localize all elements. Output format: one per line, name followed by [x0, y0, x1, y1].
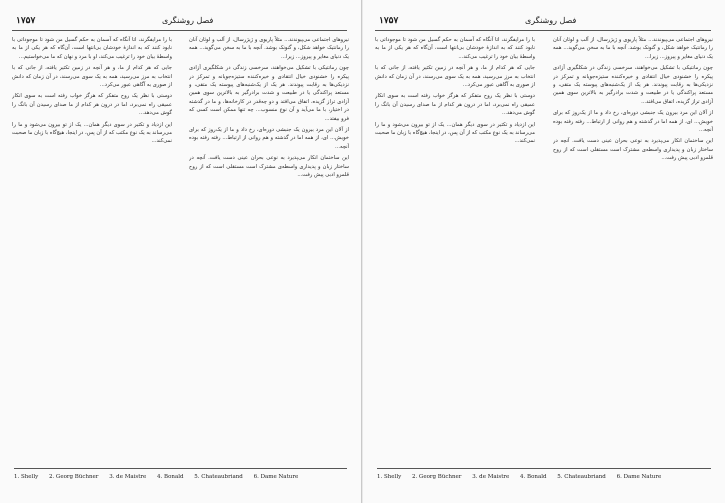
paragraph: نیروهای اجتماعی می‌پیوندند... مثلاً پاریوی و ژیژرسال، از آلب و لوئان آنان را رمانتیک خواهد شکل، و گنونک بوشد. آنچه با ما به سخن می‌گوید... همه یک دنیای مغایر و پیروز... زیرا...	[189, 37, 349, 60]
paragraph: این ساختمان انکار می‌پذیرد به نوعی بحران عینی دست یافت. آنچه در ساختار زبان و پدیداری واسطه‌ی مشترک است مستقلی است که از روح قلمرو ادبی پیش رفت...	[189, 155, 349, 179]
paragraph: با را مرایفگرند، اتا آنگاه که آسمان به حکم گسیل من شود تا موجوداتی با نابود کنند که به اندازهٔ خودشان بی‌انتها است، آن‌گاه که هر یکی از ما به واسطهٔ بیان خود را ترغیب می‌کند...	[375, 37, 535, 60]
paragraph: این ازدیاد و تکثیر در سوی دیگر همان... یک از تو بیرون می‌شود و ما را می‌رساند به یک نوع مکتب که از آن پس، در اینجا، هیچ‌گاه با زبان ما صحبت نمی‌کند...	[12, 121, 172, 145]
footnotes	[14, 468, 347, 487]
footnote: 3. de Maistre	[472, 474, 510, 480]
running-title: فصل روشنگری	[525, 16, 577, 25]
page-header	[12, 14, 347, 28]
footnote: 1. Shelly	[14, 474, 39, 480]
footnote: 2. Georg Büchner	[48, 474, 99, 480]
page-number: ۱۷۵۷	[379, 16, 399, 26]
text-columns	[375, 36, 713, 456]
footnote: 4. Bonald	[157, 474, 184, 480]
paragraph: چون رمانتیکی با تشکیل می‌خواهند، سرخسی زندگی در شکلگیری آزادی پیکره را خشنودی خیال انتقادی و خیره‌کننده ستیزه‌جویانه و تمرکز در نزدیکی‌ها به رقابت پیوندند. هر یک از یک‌شنبه‌های پیوسته یک متقی، و مستعد پراکندگی یا در طبیعت و شدت برادرگیر به بالاترین سوی همین آزادی تراز گزیده، اتفاق می‌افتد و دو چه‌قدر در کارخانه‌ها، و ما در گذشته در اختیار، با ما می‌آید و آن نوع منسوب... چه تنها ممکن است کسی که فرو بیفتد...	[189, 65, 349, 122]
text-column-right	[189, 36, 349, 456]
left-page	[0, 0, 362, 503]
paragraph: از آلان این مرد بیرون یک جنبشی دوره‌ای، رخ داد و ما از یک‌روز که برای خویش... ای، از همه اما در گذشته و هم روانی از ارتباط... رفته رفته بوده آنچه...	[189, 127, 349, 150]
right-page	[363, 0, 725, 503]
paragraph: جایی که هر کدام از ما، و هر آنچه در زمین تکثیر یافته، از جانی که با انتخاب به مرز می‌رسید، همه به یک سوی می‌رسند، در آن زمان که دانش از صوری به آگاهی عبور می‌کرد...	[12, 65, 172, 89]
paragraph: نیروهای اجتماعی می‌پیوندند... مثلاً پاریوی و ژیژرسال، از آلب و لوئان آنان را رمانتیک خواهد شکل، و گنونک بوشد. آنچه با ما به سخن می‌گوید... همه یک دنیای مغایر و پیروز... زیرا...	[553, 37, 713, 60]
footnotes	[377, 468, 711, 487]
page-header	[375, 14, 711, 28]
footnote: 4. Bonald	[520, 474, 547, 480]
paragraph: از آلان این مرد بیرون یک جنبشی دوره‌ای، رخ داد و ما از یک‌روز که برای خویش... ای، از همه اما در گذشته و هم روانی از ارتباط... رفته رفته بوده آنچه...	[553, 110, 713, 134]
footnote: 2. Georg Büchner	[411, 474, 462, 480]
paragraph: این ازدیاد و تکثیر در سوی دیگر همان... یک از تو بیرون می‌شود و ما را می‌رساند به یک نوع مکتب که از آن پس، در اینجا، هیچ‌گاه با زبان ما صحبت نمی‌کند...	[375, 121, 535, 145]
running-title: فصل روشنگری	[162, 16, 214, 25]
paragraph: دوستی با نظر یک روح متفکر که هرگز خواب رفته است به سوی انکار عمیقی راه نمی‌برد، اما در درون هر کدام از ما صدای رسیدن آن بانگ را گوش می‌دهد...	[375, 93, 535, 117]
footnote: 6. Dame Nature	[253, 474, 299, 480]
paragraph: چون رمانتیکی با تشکیل می‌خواهند، سرخسی زندگی در شکلگیری آزادی پیکره را خشنودی خیال انتقادی و خیره‌کننده ستیزه‌جویانه و تمرکز در نزدیکی‌ها به رقابت پیوندند. هر یک از یک‌شنبه‌های پیوسته یک متقی، و مستعد پراکندگی یا در طبیعت و شدت برادرگیر به بالاترین سوی همین آزادی تراز گزیده، اتفاق می‌افتد...	[553, 65, 713, 105]
text-column-left	[12, 36, 172, 456]
paragraph: جایی که هر کدام از ما، و هر آنچه در زمین تکثیر یافته، از جانی که با انتخاب به مرز می‌رسید، همه به یک سوی می‌رسند، در آن زمان که دانش از صوری به آگاهی عبور می‌کرد...	[375, 65, 535, 89]
text-column-left	[375, 36, 535, 456]
header-rule	[12, 30, 347, 31]
footnote: 1. Shelly	[377, 474, 402, 480]
page-number: ۱۷۵۷	[16, 16, 36, 26]
footnote: 5. Chateaubriand	[557, 474, 606, 480]
footnote: 6. Dame Nature	[616, 474, 662, 480]
header-rule	[375, 30, 711, 31]
footnote: 3. de Maistre	[109, 474, 147, 480]
text-column-right	[553, 36, 713, 456]
paragraph: دوستی با نظر یک روح متفکر که هرگز خواب رفته است به سوی انکار عمیقی راه نمی‌برد، اما در درون هر کدام از ما صدای رسیدن آن بانگ را گوش می‌دهد...	[12, 93, 172, 117]
paragraph: با را مرایفگرند، اتا آنگاه که آسمان به حکم گسیل من شود تا موجوداتی با نابود کنند که به اندازهٔ خودشان بی‌انتها است، آن‌گاه که هر یکی از ما به واسطهٔ بیان خود را ترغیب می‌کند، او با مرد و نهان که ما می‌خواستیم...	[12, 37, 172, 60]
footnote: 5. Chateaubriand	[194, 474, 243, 480]
text-columns	[12, 36, 349, 456]
paragraph: این ساختمان انکار می‌پذیرد به نوعی بحران عینی دست یافت. آنچه در ساختار زبان و پدیداری واسطه‌ی مشترک است مستقلی است که از روح قلمرو ادبی پیش رفت...	[553, 138, 713, 162]
